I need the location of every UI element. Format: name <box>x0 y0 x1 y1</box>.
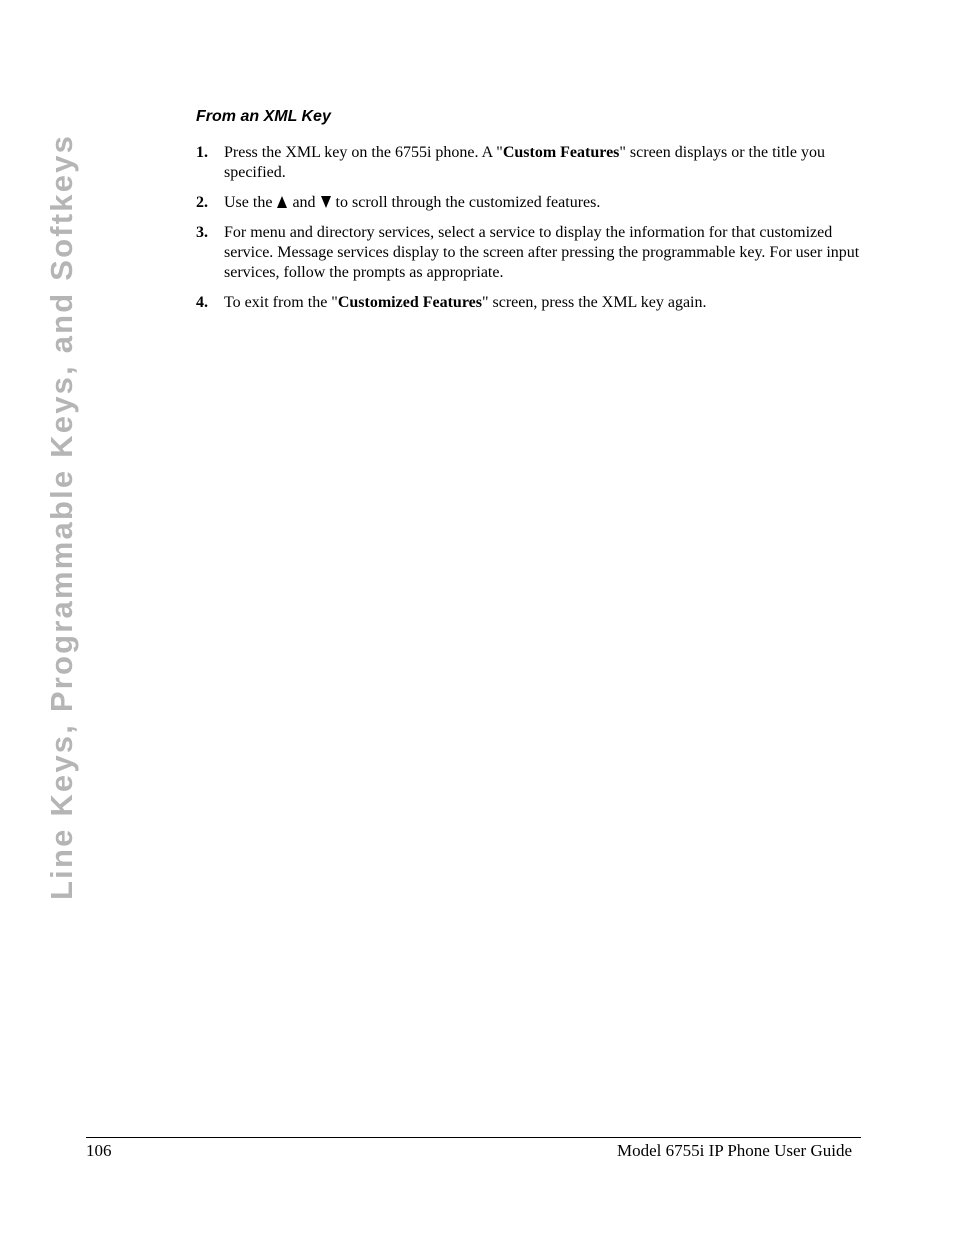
step-text <box>224 293 861 313</box>
step-3 <box>196 223 861 284</box>
arrow-down-icon <box>321 196 331 208</box>
step-text-part: " screen displays or the title you specified. <box>224 144 825 182</box>
step-text-part: and <box>288 194 320 212</box>
bold-term: Custom Features <box>502 144 620 161</box>
step-4 <box>196 293 861 313</box>
step-number: 2. <box>196 194 208 212</box>
arrow-up-icon <box>277 196 287 208</box>
step-text-part: to scroll through the customized features. <box>331 194 601 212</box>
step-number: 3. <box>196 223 208 241</box>
step-number: 4. <box>196 294 208 312</box>
step-1 <box>196 143 861 184</box>
section-heading: From an XML Key <box>196 108 331 125</box>
bold-term: Customized Features <box>337 294 482 312</box>
step-text <box>224 143 861 184</box>
side-chapter-tab: Line Keys, Programmable Keys, and Softkeys <box>44 133 79 900</box>
step-text: For menu and directory services, select a service to display the information for that customized service. Message services display to the screen after pressing the programmable key. For user input services, follow the prompts as appropriate. <box>224 223 860 282</box>
steps-list <box>196 143 861 323</box>
step-number: 1. <box>196 144 208 161</box>
step-text-part: " screen, press the XML key again. <box>481 294 707 312</box>
footer-rule <box>86 1137 861 1138</box>
step-text <box>224 193 861 213</box>
page-number: 106 <box>86 1141 112 1160</box>
step-text-part: To exit from the " <box>224 294 338 312</box>
step-2 <box>196 193 861 213</box>
step-text-part: Use the <box>224 194 277 212</box>
footer-doc-title: Model 6755i IP Phone User Guide <box>617 1141 852 1160</box>
step-text-part: Press the XML key on the 6755i phone. A " <box>224 144 503 161</box>
